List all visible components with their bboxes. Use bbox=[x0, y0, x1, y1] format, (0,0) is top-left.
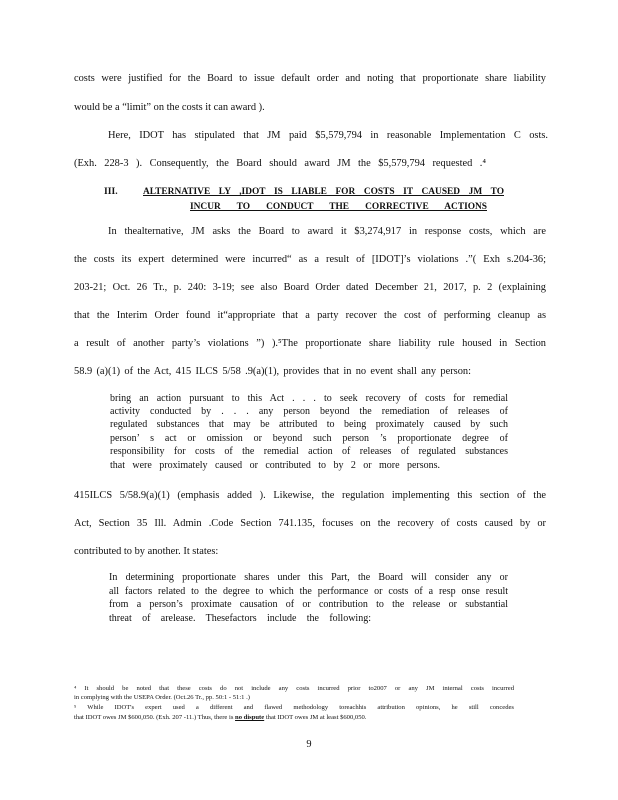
section-number: III. bbox=[104, 186, 118, 197]
block-quote-line: regulated substances that may be attributed to being proximately caused by such bbox=[110, 419, 508, 430]
block-quote-line: activity conducted by . . . any person beyond the remediation of releases of bbox=[110, 406, 508, 417]
block-quote-line: person’ s act or omission or beyond such person ’s proportionate degree of bbox=[110, 433, 508, 444]
block-quote-line: In determining proportionate shares under this Part, the Board will consider any or bbox=[109, 572, 508, 583]
footnote-text: that IDOT owes JM at least $600,050. bbox=[264, 714, 367, 721]
section-heading-line: ALTERNATIVE LY ,IDOT IS LIABLE FOR COSTS IT CAUSED JM TO bbox=[143, 187, 504, 197]
footnote-text: that IDOT owes JM $600,050. (Exh. 207 -11.) Thus, there is bbox=[74, 714, 236, 721]
paragraph-line: 58.9 (a)(1) of the Act, 415 ILCS 5/58 .9(a)(1), provides that in no event shall any person: bbox=[74, 366, 471, 377]
paragraph-line: the costs its expert determined were incurred“ as a result of [IDOT]’s violations .”( Exh s.204-36; bbox=[74, 254, 546, 265]
paragraph-line: a result of another party’s violations ”) ).⁵The proportionate share liability rule housed in Section bbox=[74, 338, 546, 349]
block-quote-line: that were proximately caused or contributed to by 2 or more persons. bbox=[110, 460, 440, 471]
block-quote-line: from a person’s proximate causation of or contribution to the release or substantial bbox=[109, 599, 508, 610]
block-quote-line: threat of arelease. Thesefactors include the following: bbox=[109, 613, 371, 624]
footnote-emphasis: no dispute bbox=[235, 714, 265, 721]
block-quote-line: bring an action pursuant to this Act . . . to seek recovery of costs for remedial bbox=[110, 393, 508, 404]
paragraph-line: Here, IDOT has stipulated that JM paid $5,579,794 in reasonable Implementation C osts. bbox=[108, 130, 548, 141]
section-heading-line: INCUR TO CONDUCT THE CORRECTIVE ACTIONS bbox=[190, 202, 487, 212]
footnote-line: ⁴ It should be noted that these costs do not include any costs incurred prior to2007 or any JM internal costs incurred bbox=[74, 685, 514, 692]
paragraph-line: that the Interim Order found it“appropriate that a party recover the cost of performing cleanup as bbox=[74, 310, 546, 321]
paragraph-line: contributed to by another. It states: bbox=[74, 546, 219, 557]
paragraph-line: costs were justified for the Board to issue default order and noting that proportionate share liability bbox=[74, 73, 546, 84]
page-number: 9 bbox=[306, 739, 312, 750]
block-quote-line: responsibility for costs of the remedial action of releases of regulated substances bbox=[110, 446, 508, 457]
paragraph-line: 415ILCS 5/58.9(a)(1) (emphasis added ). Likewise, the regulation implementing this section of the bbox=[74, 490, 546, 501]
footnote-line: in complying with the USEPA Order. (Oct.26 Tr., pp. 50:1 - 51:1 .) bbox=[74, 694, 250, 701]
paragraph-line: In thealternative, JM asks the Board to award it $3,274,917 in response costs, which are bbox=[108, 226, 546, 237]
paragraph-line: Act, Section 35 Ill. Admin .Code Section 741.135, focuses on the recovery of costs caused by or bbox=[74, 518, 546, 529]
footnote-line bbox=[74, 714, 514, 722]
paragraph-line: 203-21; Oct. 26 Tr., p. 240: 3-19; see also Board Order dated December 21, 2017, p. 2 (explaining bbox=[74, 282, 546, 293]
footnote-line: ⁵ While IDOT's expert used a different and flawed methodology toreachhis attribution opinions, he still concedes bbox=[74, 704, 514, 711]
paragraph-line: (Exh. 228-3 ). Consequently, the Board should award JM the $5,579,794 requested .⁴ bbox=[74, 158, 486, 169]
block-quote-line: all factors related to the degree to which the performance or costs of a resp onse result bbox=[109, 586, 508, 597]
paragraph-line: would be a “limit” on the costs it can award ). bbox=[74, 102, 265, 113]
